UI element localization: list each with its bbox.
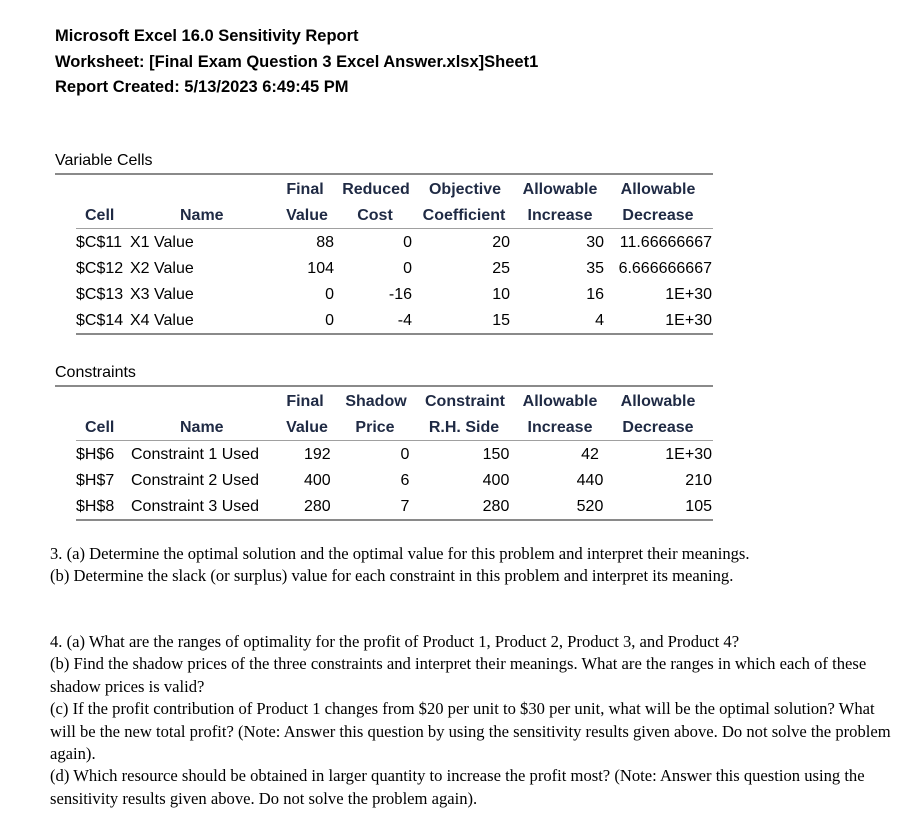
vc-header-objective: Objective (428, 181, 502, 198)
table-cell: 6 (400, 472, 410, 489)
table-cell: 105 (685, 498, 712, 515)
question-3b: (b) Determine the slack (or surplus) value for each constraint in this problem and interpret its meaning. (50, 566, 734, 586)
table-cell: 88 (316, 234, 334, 251)
c-header-cell: Cell (85, 419, 115, 436)
table-cell: Constraint 1 Used (131, 446, 260, 463)
table-cell: $C$12 (76, 260, 124, 277)
table-cell: X1 Value (130, 234, 194, 251)
table-cell: 16 (586, 286, 604, 303)
c-header-value: Value (286, 419, 328, 436)
vc-header-final: Final (286, 181, 324, 198)
table-cell: 280 (304, 498, 331, 515)
c-header-allowable-dec: Allowable (620, 393, 696, 410)
report-title: Microsoft Excel 16.0 Sensitivity Report (55, 27, 359, 45)
table-cell: -4 (397, 312, 412, 329)
report-created: Report Created: 5/13/2023 6:49:45 PM (55, 78, 349, 96)
report-header (55, 24, 538, 101)
table-cell: 4 (595, 312, 604, 329)
vc-header-increase: Increase (527, 207, 593, 224)
table-cell: X2 Value (130, 260, 194, 277)
table-cell: $H$6 (76, 446, 115, 463)
table-cell: 1E+30 (665, 312, 712, 329)
table-cell: 210 (685, 472, 712, 489)
vc-header-allowable-inc: Allowable (522, 181, 598, 198)
vc-header-allowable-dec: Allowable (620, 181, 696, 198)
table-cell: 0 (400, 446, 410, 463)
table-cell: 520 (576, 498, 604, 515)
c-header-price: Price (355, 419, 395, 436)
table-cell: Constraint 3 Used (131, 498, 260, 515)
table-cell: 0 (325, 312, 334, 329)
table-cell: 42 (581, 446, 599, 463)
table-cell: 11.66666667 (619, 234, 712, 251)
vc-header-cell: Cell (85, 207, 115, 224)
table-cell: 400 (304, 472, 331, 489)
constraints-top-rule (55, 385, 713, 387)
vc-header-reduced: Reduced (342, 181, 410, 198)
table-cell: 440 (576, 472, 604, 489)
c-header-increase: Increase (527, 419, 593, 436)
c-header-decrease: Decrease (622, 419, 694, 436)
variable-cells-header-rule (76, 228, 713, 229)
table-cell: 25 (492, 260, 510, 277)
table-cell: X4 Value (130, 312, 194, 329)
table-cell: 150 (482, 446, 510, 463)
table-cell: 280 (482, 498, 510, 515)
table-cell: $C$14 (76, 312, 124, 329)
table-cell: 20 (492, 234, 510, 251)
vc-header-decrease: Decrease (622, 207, 694, 224)
constraints-title: Constraints (55, 364, 136, 381)
question-3 (50, 543, 900, 588)
table-cell: 35 (586, 260, 604, 277)
table-cell: 104 (307, 260, 334, 277)
variable-cells-title: Variable Cells (55, 152, 153, 169)
question-4c: (c) If the profit contribution of Product 1 changes from $20 per unit to $30 per unit, what will be the optimal solution? What will be the new total profit? (Note: Answer this question by using the sensitivity results given above. Do not solve the problem again). (50, 699, 891, 764)
table-cell: $C$11 (76, 234, 122, 251)
vc-header-coefficient: Coefficient (422, 207, 506, 224)
report-worksheet: Worksheet: [Final Exam Question 3 Excel Answer.xlsx]Sheet1 (55, 52, 539, 71)
table-cell: 15 (492, 312, 510, 329)
table-cell: 1E+30 (665, 286, 712, 303)
table-cell: 400 (482, 472, 510, 489)
constraints-header-rule (76, 440, 713, 441)
table-cell: -16 (388, 286, 412, 303)
table-cell: $C$13 (76, 286, 124, 303)
table-cell: 1E+30 (665, 446, 712, 463)
question-4 (50, 631, 900, 810)
c-header-final: Final (286, 393, 324, 410)
table-cell: $H$7 (76, 472, 115, 489)
table-cell: 7 (400, 498, 410, 515)
constraints-bottom-rule (76, 519, 713, 521)
question-4d: (d) Which resource should be obtained in larger quantity to increase the profit most? (Note: Answer this question using the sensitivity results given above. Do not solve the problem again). (50, 766, 865, 808)
vc-header-name: Name (180, 207, 224, 224)
c-header-constraint: Constraint (425, 393, 505, 410)
vc-header-cost: Cost (357, 207, 393, 224)
table-cell: X3 Value (130, 286, 194, 303)
table-cell: $H$8 (76, 498, 115, 515)
table-cell: 0 (403, 234, 412, 251)
c-header-name: Name (180, 419, 224, 436)
table-cell: 30 (586, 234, 604, 251)
variable-cells-top-rule (55, 173, 713, 175)
c-header-shadow: Shadow (345, 393, 407, 410)
question-3a: 3. (a) Determine the optimal solution and the optimal value for this problem and interpret their meanings. (50, 544, 750, 563)
table-cell: Constraint 2 Used (131, 472, 260, 489)
vc-header-value: Value (286, 207, 328, 224)
table-cell: 0 (325, 286, 334, 303)
variable-cells-bottom-rule (76, 333, 713, 335)
table-cell: 10 (492, 286, 510, 303)
c-header-rhs: R.H. Side (428, 419, 500, 436)
question-4b: (b) Find the shadow prices of the three constraints and interpret their meanings. What are the ranges in which each of these shadow prices is valid? (50, 654, 867, 696)
table-cell: 6.666666667 (618, 260, 712, 277)
table-cell: 192 (304, 446, 331, 463)
table-cell: 0 (403, 260, 412, 277)
question-4a: 4. (a) What are the ranges of optimality for the profit of Product 1, Product 2, Product 3, and Product 4? (50, 632, 740, 651)
c-header-allowable-inc: Allowable (522, 393, 598, 410)
